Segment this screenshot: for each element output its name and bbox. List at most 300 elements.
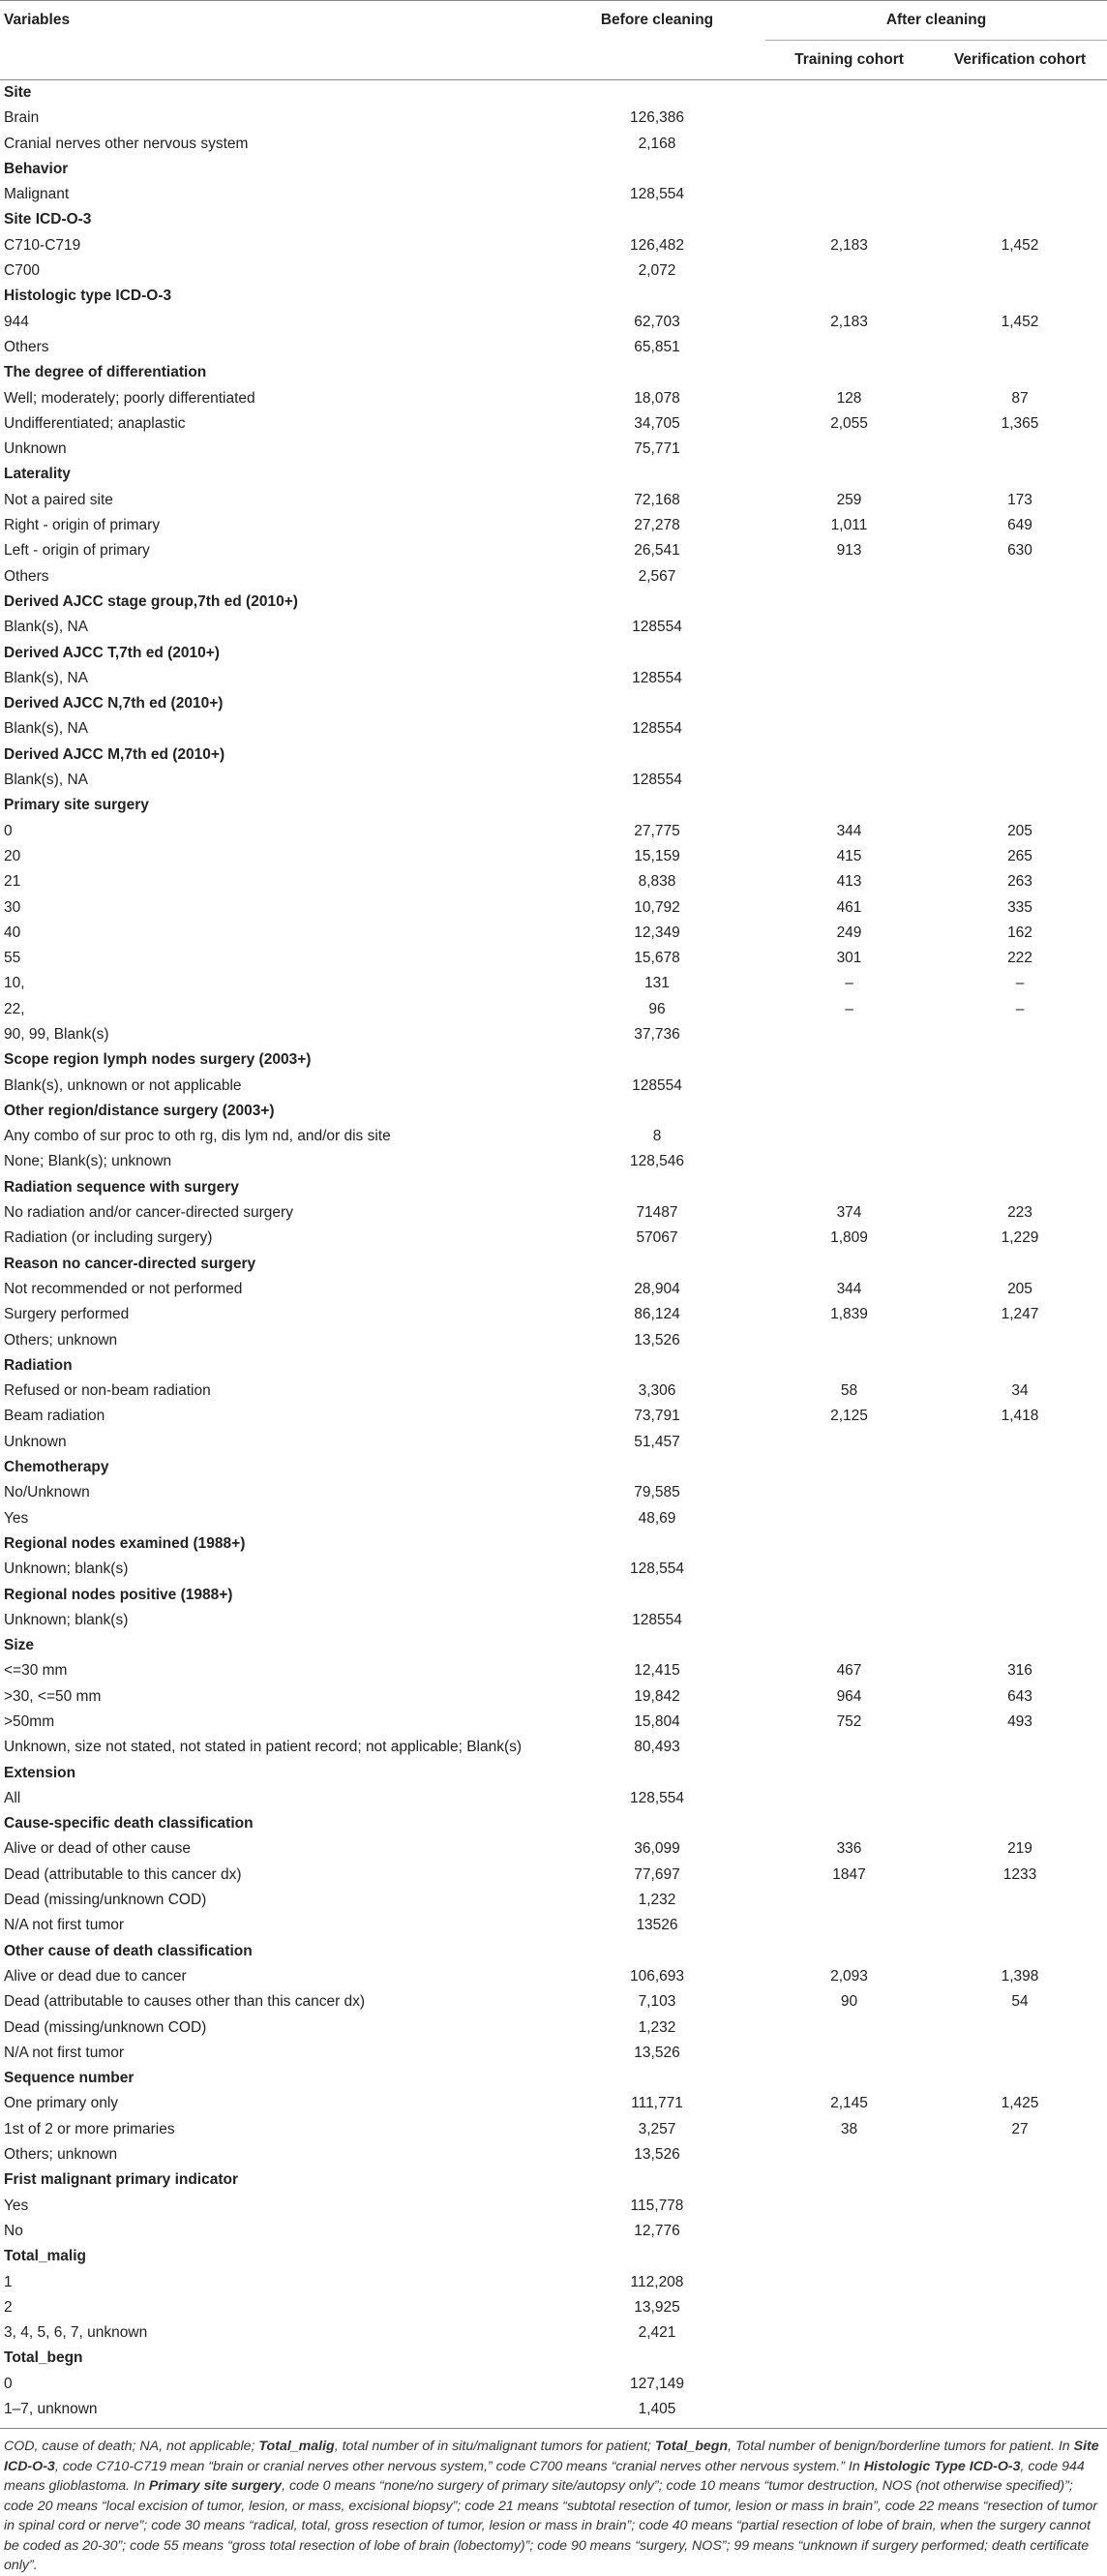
section-header-row <box>0 1761 1107 1786</box>
verification-cohort-cell: 265 <box>1007 847 1032 864</box>
table-row <box>0 946 1107 971</box>
section-title: Extension <box>4 1764 76 1781</box>
section-title: Chemotherapy <box>4 1459 109 1476</box>
before-cleaning-cell: 15,804 <box>634 1713 680 1730</box>
row-label: >50mm <box>4 1713 55 1730</box>
row-label: 10, <box>4 975 25 992</box>
verification-cohort-cell <box>933 1735 1107 1760</box>
table-row <box>0 1684 1107 1710</box>
row-label: All <box>4 1789 21 1806</box>
before-cleaning-cell: 8 <box>652 1128 662 1145</box>
before-cleaning-cell: 112,208 <box>630 2273 684 2290</box>
verification-cohort-cell: 630 <box>1007 542 1032 560</box>
training-cohort-cell: 413 <box>836 873 862 891</box>
section-title: Site <box>4 84 32 101</box>
section-header-row <box>0 1633 1107 1658</box>
verification-cohort-cell <box>933 1074 1107 1099</box>
before-cleaning-cell: 37,736 <box>634 1025 680 1043</box>
before-cleaning-cell: 8,838 <box>638 873 676 891</box>
training-cohort-cell <box>765 182 933 207</box>
row-label: Well; moderately; poorly differentiated <box>4 389 255 407</box>
row-label: Surgery performed <box>4 1306 130 1323</box>
training-cohort-cell <box>765 1328 933 1353</box>
before-cleaning-cell: 128554 <box>632 772 682 789</box>
before-cleaning-cell: 79,585 <box>634 1484 680 1501</box>
training-cohort-cell: – <box>845 975 853 992</box>
training-cohort-cell: 1847 <box>832 1865 866 1883</box>
training-cohort-cell <box>765 2015 933 2041</box>
verification-cohort-cell <box>933 1913 1107 1938</box>
before-cleaning-cell: 128554 <box>632 619 682 636</box>
table-row <box>0 1710 1107 1735</box>
table-row <box>0 2295 1107 2320</box>
table-row <box>0 1328 1107 1353</box>
row-label: Dead (missing/unknown COD) <box>4 2018 207 2036</box>
header-row-1 <box>0 1 1107 41</box>
before-cleaning-cell: 2,168 <box>638 135 676 152</box>
header-before-cleaning: Before cleaning <box>549 1 765 80</box>
before-cleaning-cell: 1,232 <box>638 2018 676 2036</box>
verification-cohort-cell <box>933 437 1107 462</box>
table-row <box>0 258 1107 284</box>
verification-cohort-cell <box>933 1786 1107 1811</box>
before-cleaning-cell: 65,851 <box>634 338 680 355</box>
verification-cohort-cell <box>933 1557 1107 1582</box>
before-cleaning-cell: 128,546 <box>629 1153 685 1170</box>
table-row <box>0 1786 1107 1811</box>
training-cohort-cell <box>765 1149 933 1174</box>
verification-cohort-cell <box>933 615 1107 640</box>
table-row <box>0 233 1107 258</box>
row-label: N/A not first tumor <box>4 1917 125 1934</box>
training-cohort-cell: 2,183 <box>830 236 868 254</box>
table-row <box>0 310 1107 335</box>
before-cleaning-cell: 13,925 <box>634 2298 680 2316</box>
verification-cohort-cell: 1,229 <box>1001 1229 1039 1247</box>
before-cleaning-cell: 27,775 <box>634 822 680 839</box>
training-cohort-cell <box>765 1430 933 1455</box>
section-header-row <box>0 157 1107 182</box>
training-cohort-cell: 964 <box>836 1687 862 1705</box>
row-label: Blank(s), unknown or not applicable <box>4 1076 242 1094</box>
row-label: Blank(s), NA <box>4 720 88 738</box>
table-row <box>0 182 1107 207</box>
section-title: Frist malignant primary indicator <box>4 2171 239 2189</box>
verification-cohort-cell <box>933 2270 1107 2295</box>
section-title: Sequence number <box>4 2070 135 2087</box>
row-label: Brain <box>4 109 40 127</box>
row-label: Alive or dead due to cancer <box>4 1967 187 1985</box>
table-row <box>0 1200 1107 1226</box>
verification-cohort-cell: 643 <box>1007 1687 1032 1705</box>
section-title: The degree of differentiation <box>4 364 207 381</box>
row-label: Yes <box>4 1509 29 1527</box>
training-cohort-cell <box>765 2295 933 2320</box>
before-cleaning-cell: 12,776 <box>634 2222 680 2239</box>
verification-cohort-cell: – <box>1015 975 1025 992</box>
row-label: C700 <box>4 262 41 280</box>
row-label: 944 <box>4 313 29 330</box>
table-row <box>0 437 1107 462</box>
table-row <box>0 1836 1107 1862</box>
section-header-row <box>0 1099 1107 1124</box>
before-cleaning-cell: 57067 <box>636 1229 678 1247</box>
section-title: Derived AJCC T,7th ed (2010+) <box>4 644 220 661</box>
verification-cohort-cell: 493 <box>1007 1713 1032 1730</box>
row-label: Beam radiation <box>4 1408 105 1425</box>
row-label: Cranial nerves other nervous system <box>4 135 249 152</box>
verification-cohort-cell <box>933 564 1107 590</box>
table-row <box>0 2194 1107 2219</box>
table-row <box>0 1658 1107 1683</box>
verification-cohort-cell <box>933 768 1107 793</box>
table-row <box>0 2372 1107 2397</box>
row-label: Yes <box>4 2197 29 2214</box>
before-cleaning-cell: 13,526 <box>634 2146 680 2164</box>
verification-cohort-cell <box>933 2295 1107 2320</box>
verification-cohort-cell <box>933 335 1107 360</box>
row-label: Dead (missing/unknown COD) <box>4 1892 207 1909</box>
before-cleaning-cell: 127,149 <box>629 2375 685 2392</box>
training-cohort-cell <box>765 1888 933 1913</box>
section-title: Scope region lymph nodes surgery (2003+) <box>4 1051 312 1069</box>
training-cohort-cell <box>765 1480 933 1505</box>
row-label: 3, 4, 5, 6, 7, unknown <box>4 2324 148 2342</box>
before-cleaning-cell: 18,078 <box>634 389 680 407</box>
section-header-row <box>0 2066 1107 2091</box>
before-cleaning-cell: 72,168 <box>634 491 680 508</box>
training-cohort-cell <box>765 132 933 157</box>
header-verification-cohort: Verification cohort <box>933 41 1107 80</box>
training-cohort-cell <box>765 2041 933 2066</box>
table-row <box>0 615 1107 640</box>
training-cohort-cell <box>765 437 933 462</box>
row-label: Left - origin of primary <box>4 542 150 560</box>
table-row <box>0 895 1107 921</box>
footnote-text: , code 0 means “none/no surgery of primary site/autopsy only”; code 10 means “tumor destruction, NOS (not otherwise specified)”; code 20 means “local excision of tumor, lesion, or mass, excisional biopsy”; code 21 means “subtotal resection of tumor, lesion or mass in brain”, code 22 means “resection of tumor in spinal cord or nerve”; code 30 means “radical, total, gross resection of tumor, lesion or mass in brain”; code 40 means “partial resection of lobe of brain, when the surgery cannot be coded as 20-30”; code 55 means “gross total resection of lobe of brain (lobectomy)”; code 90 means “surgery, NOS”; 99 means “unknown if surgery performed; death certificate only”. <box>4 2478 1098 2574</box>
row-label: No <box>4 2222 23 2239</box>
verification-cohort-cell: 27 <box>1011 2120 1029 2137</box>
training-cohort-cell: 2,145 <box>830 2095 868 2112</box>
verification-cohort-cell: 54 <box>1011 1993 1029 2011</box>
before-cleaning-cell: 115,778 <box>630 2197 684 2214</box>
verification-cohort-cell <box>933 1149 1107 1174</box>
section-header-row <box>0 1583 1107 1608</box>
before-cleaning-cell: 126,386 <box>629 109 685 127</box>
verification-cohort-cell <box>933 2219 1107 2244</box>
table-row <box>0 1506 1107 1531</box>
row-label: One primary only <box>4 2095 119 2112</box>
header-variables: Variables <box>0 1 549 80</box>
before-cleaning-cell: 48,69 <box>638 1509 676 1527</box>
table-row <box>0 819 1107 844</box>
training-cohort-cell <box>765 2372 933 2397</box>
training-cohort-cell <box>765 2397 933 2422</box>
row-label: Malignant <box>4 186 70 203</box>
table-row <box>0 2015 1107 2041</box>
training-cohort-cell: 38 <box>840 2120 858 2137</box>
table-row <box>0 106 1107 131</box>
before-cleaning-cell: 12,415 <box>634 1662 680 1680</box>
row-label: Alive or dead of other cause <box>4 1840 192 1858</box>
verification-cohort-cell <box>933 2194 1107 2219</box>
table-row <box>0 2041 1107 2066</box>
before-cleaning-cell: 7,103 <box>638 1993 676 2011</box>
row-label: Others; unknown <box>4 2146 118 2164</box>
row-label: Unknown <box>4 440 67 458</box>
before-cleaning-cell: 86,124 <box>634 1306 680 1323</box>
before-cleaning-cell: 80,493 <box>634 1739 680 1756</box>
footnote-text: , code 944 means glioblastoma. In <box>4 2458 1085 2495</box>
verification-cohort-cell <box>933 132 1107 157</box>
training-cohort-cell: 58 <box>840 1382 858 1400</box>
verification-cohort-cell: 87 <box>1011 389 1029 407</box>
table-row <box>0 1557 1107 1582</box>
before-cleaning-cell: 15,678 <box>634 950 680 967</box>
table-row <box>0 411 1107 437</box>
row-label: Not recommended or not performed <box>4 1280 243 1297</box>
table-row <box>0 513 1107 538</box>
before-cleaning-cell: 19,842 <box>634 1687 680 1705</box>
table-row <box>0 2117 1107 2142</box>
training-cohort-cell <box>765 1124 933 1149</box>
before-cleaning-cell: 128554 <box>632 669 682 686</box>
row-label: >30, <=50 mm <box>4 1687 102 1705</box>
table-row <box>0 2219 1107 2244</box>
verification-cohort-cell: 162 <box>1007 924 1032 941</box>
section-header-row <box>0 590 1107 615</box>
verification-cohort-cell <box>933 106 1107 131</box>
section-header-row <box>0 1531 1107 1557</box>
before-cleaning-cell: 13526 <box>636 1917 678 1934</box>
row-label: 40 <box>4 924 21 941</box>
before-cleaning-cell: 128554 <box>632 1611 682 1628</box>
row-label: Others <box>4 567 49 585</box>
row-label: <=30 mm <box>4 1662 68 1680</box>
training-cohort-cell <box>765 2219 933 2244</box>
training-cohort-cell <box>765 1557 933 1582</box>
training-cohort-cell <box>765 106 933 131</box>
section-header-row <box>0 641 1107 666</box>
training-cohort-cell: 128 <box>836 389 862 407</box>
section-title: Other cause of death classification <box>4 1942 253 1959</box>
verification-cohort-cell: 223 <box>1007 1204 1032 1222</box>
table-row <box>0 386 1107 411</box>
before-cleaning-cell: 51,457 <box>634 1433 680 1450</box>
verification-cohort-cell <box>933 258 1107 284</box>
training-cohort-cell: 344 <box>836 822 862 839</box>
verification-cohort-cell: – <box>1015 1000 1025 1017</box>
verification-cohort-cell <box>933 1124 1107 1149</box>
table-row <box>0 768 1107 793</box>
training-cohort-cell: 461 <box>836 898 862 916</box>
table-row <box>0 488 1107 513</box>
before-cleaning-cell: 96 <box>648 1000 666 1017</box>
section-header-row <box>0 1252 1107 1277</box>
row-label: Dead (attributable to this cancer dx) <box>4 1865 242 1883</box>
section-header-row <box>0 1455 1107 1480</box>
before-cleaning-cell: 1,232 <box>638 1892 676 1909</box>
training-cohort-cell: 913 <box>836 542 862 560</box>
table-row <box>0 1989 1107 2015</box>
row-label: Blank(s), NA <box>4 772 88 789</box>
verification-cohort-cell: 649 <box>1007 517 1032 534</box>
verification-cohort-cell <box>933 1480 1107 1505</box>
verification-cohort-cell: 335 <box>1007 898 1032 916</box>
table-row <box>0 2270 1107 2295</box>
verification-cohort-cell <box>933 2320 1107 2346</box>
training-cohort-cell: 2,093 <box>830 1967 868 1985</box>
training-cohort-cell: 1,809 <box>830 1229 868 1247</box>
training-cohort-cell: 1,839 <box>830 1306 868 1323</box>
before-cleaning-cell: 73,791 <box>634 1408 680 1425</box>
verification-cohort-cell <box>933 2015 1107 2041</box>
training-cohort-cell: 259 <box>836 491 862 508</box>
training-cohort-cell <box>765 564 933 590</box>
section-title: Total_begn <box>4 2349 83 2367</box>
row-label: 55 <box>4 950 21 967</box>
before-cleaning-cell: 71487 <box>636 1204 678 1222</box>
before-cleaning-cell: 34,705 <box>634 414 680 432</box>
verification-cohort-cell <box>933 716 1107 742</box>
section-title: Other region/distance surgery (2003+) <box>4 1102 275 1119</box>
table-row <box>0 564 1107 590</box>
row-label: Not a paired site <box>4 491 113 508</box>
training-cohort-cell <box>765 615 933 640</box>
table-row <box>0 335 1107 360</box>
verification-cohort-cell: 1,398 <box>1001 1967 1039 1985</box>
section-title: Cause-specific death classification <box>4 1815 254 1833</box>
section-header-row <box>0 2244 1107 2269</box>
section-header-row <box>0 1811 1107 1836</box>
training-cohort-cell <box>765 258 933 284</box>
training-cohort-cell <box>765 1074 933 1099</box>
training-cohort-cell <box>765 2194 933 2219</box>
footnote-term: Site ICD-O-3 <box>4 2439 1099 2474</box>
section-header-row <box>0 691 1107 716</box>
before-cleaning-cell: 1,405 <box>638 2401 676 2418</box>
section-header-row <box>0 2167 1107 2193</box>
section-title: Regional nodes examined (1988+) <box>4 1534 246 1552</box>
before-cleaning-cell: 75,771 <box>634 440 680 458</box>
row-label: 22, <box>4 1000 25 1017</box>
before-cleaning-cell: 2,072 <box>638 262 676 280</box>
training-cohort-cell <box>765 1506 933 1531</box>
training-cohort-cell <box>765 1022 933 1047</box>
section-header-row <box>0 284 1107 309</box>
training-cohort-cell <box>765 716 933 742</box>
row-label: 90, 99, Blank(s) <box>4 1025 109 1043</box>
verification-cohort-cell <box>933 1506 1107 1531</box>
verification-cohort-cell: 205 <box>1007 1280 1032 1297</box>
section-title: Derived AJCC M,7th ed (2010+) <box>4 745 225 763</box>
section-title: Site ICD-O-3 <box>4 211 92 228</box>
footnote-term: Total_begn <box>654 2439 729 2455</box>
table-row <box>0 1404 1107 1429</box>
before-cleaning-cell: 62,703 <box>634 313 680 330</box>
table-row <box>0 1608 1107 1633</box>
verification-cohort-cell: 263 <box>1007 873 1032 891</box>
training-cohort-cell: 374 <box>836 1204 862 1222</box>
section-title: Size <box>4 1637 35 1654</box>
section-title: Laterality <box>4 466 71 483</box>
table-row <box>0 2397 1107 2422</box>
section-header-row <box>0 742 1107 768</box>
row-label: 1st of 2 or more primaries <box>4 2120 175 2137</box>
table-row <box>0 1430 1107 1455</box>
section-header-row <box>0 1939 1107 1964</box>
table-row <box>0 1480 1107 1505</box>
table-row <box>0 1226 1107 1251</box>
table-row <box>0 1913 1107 1938</box>
before-cleaning-cell: 3,306 <box>638 1382 676 1400</box>
section-header-row <box>0 2346 1107 2371</box>
footnote-term: Primary site surgery <box>148 2478 283 2495</box>
section-header-row <box>0 1175 1107 1200</box>
verification-cohort-cell: 173 <box>1007 491 1032 508</box>
table-row <box>0 132 1107 157</box>
row-label: Right - origin of primary <box>4 517 161 534</box>
table-row <box>0 2091 1107 2116</box>
verification-cohort-cell: 1,418 <box>1001 1408 1039 1425</box>
table-row <box>0 869 1107 894</box>
verification-cohort-cell: 34 <box>1011 1382 1029 1400</box>
training-cohort-cell: 301 <box>836 950 862 967</box>
table-row <box>0 538 1107 563</box>
training-cohort-cell <box>765 1608 933 1633</box>
table-row <box>0 2320 1107 2346</box>
row-label: Others; unknown <box>4 1331 118 1349</box>
before-cleaning-cell: 13,526 <box>634 2044 680 2061</box>
row-label: Others <box>4 338 49 355</box>
section-title: Histologic type ICD-O-3 <box>4 288 172 305</box>
verification-cohort-cell <box>933 1430 1107 1455</box>
before-cleaning-cell: 77,697 <box>634 1865 680 1883</box>
table-row <box>0 1277 1107 1302</box>
section-title: Derived AJCC stage group,7th ed (2010+) <box>4 592 298 610</box>
row-label: 1 <box>4 2273 13 2290</box>
row-label: Refused or non-beam radiation <box>4 1382 211 1400</box>
training-cohort-cell <box>765 2270 933 2295</box>
table-row <box>0 1022 1107 1047</box>
before-cleaning-cell: 3,257 <box>638 2120 676 2137</box>
verification-cohort-cell: 1,425 <box>1001 2095 1039 2112</box>
table-row <box>0 1074 1107 1099</box>
training-cohort-cell: 1,011 <box>830 517 868 534</box>
training-cohort-cell: 249 <box>836 924 862 941</box>
before-cleaning-cell: 15,159 <box>634 847 680 864</box>
table-row <box>0 921 1107 946</box>
table-row <box>0 1149 1107 1174</box>
row-label: 20 <box>4 847 21 864</box>
row-label: Unknown; blank(s) <box>4 1561 129 1578</box>
training-cohort-cell: 2,055 <box>830 414 868 432</box>
before-cleaning-cell: 106,693 <box>629 1967 685 1985</box>
row-label: Blank(s), NA <box>4 619 88 636</box>
row-label: C710-C719 <box>4 236 81 254</box>
row-label: Unknown <box>4 1433 67 1450</box>
table-row <box>0 1888 1107 1913</box>
table-row <box>0 1302 1107 1327</box>
header-after-cleaning: After cleaning <box>765 1 1107 41</box>
row-label: Undifferentiated; anaplastic <box>4 414 186 432</box>
footnote-term: Histologic Type ICD-O-3 <box>863 2458 1021 2474</box>
section-title: Regional nodes positive (1988+) <box>4 1586 233 1603</box>
training-cohort-cell: 90 <box>840 1993 858 2011</box>
table-body <box>0 80 1107 2423</box>
verification-cohort-cell: 1233 <box>1002 1865 1037 1883</box>
before-cleaning-cell: 128,554 <box>629 186 685 203</box>
